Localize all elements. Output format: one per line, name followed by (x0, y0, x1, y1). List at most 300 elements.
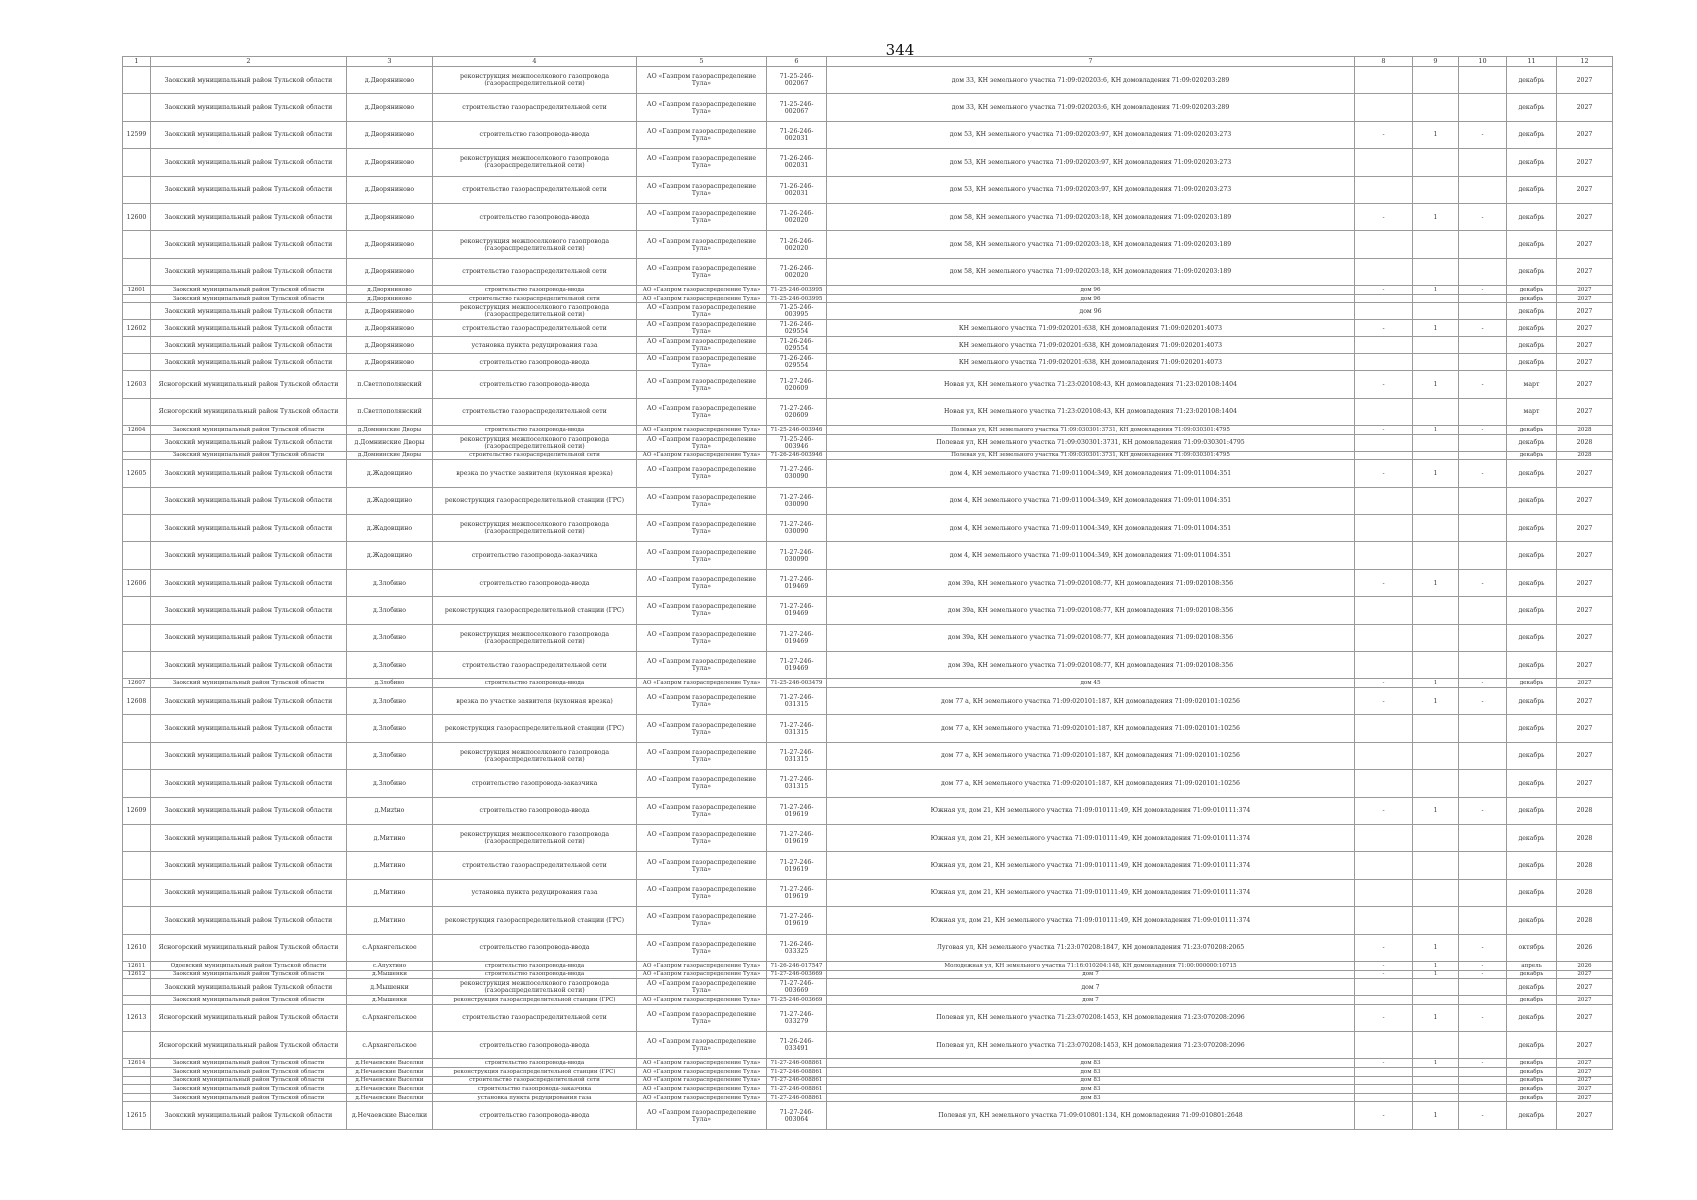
organization-cell: АО «Газпром газораспределение Тула» (637, 294, 767, 303)
organization-cell: АО «Газпром газораспределение Тула» (637, 569, 767, 596)
address-cell: дом 58, КН земельного участка 71:09:020203:18, КН домовладения 71:09:020203:189 (827, 258, 1355, 285)
col8-cell (1355, 515, 1413, 542)
row-number: 12611 (123, 961, 151, 970)
registration-number-cell: 71-27-246-031315 (767, 742, 827, 769)
work-type-cell: врезка по участке заявителя (кухонная врезка) (433, 688, 637, 715)
col8-cell (1355, 337, 1413, 354)
year-cell: 2027 (1557, 1004, 1613, 1031)
work-type-cell: реконструкция межпоселкового газопровода (газораспределительной сети) (433, 67, 637, 94)
registration-number-cell: 71-27-246-030090 (767, 460, 827, 487)
organization-cell: АО «Газпром газораспределение Тула» (637, 303, 767, 320)
work-type-cell: реконструкция газораспределительной станции (ГРС) (433, 597, 637, 624)
settlement-cell: д.Митино (347, 852, 433, 879)
col10-cell (1459, 1032, 1507, 1059)
registration-number-cell: 71-25-246-003995 (767, 286, 827, 295)
row-number (123, 907, 151, 934)
table-row (123, 742, 1613, 769)
settlement-cell: д.Митино (347, 879, 433, 906)
address-cell: Полевая ул, КН земельного участка 71:23:070208:1453, КН домовладения 71:23:070208:2096 (827, 1004, 1355, 1031)
row-number: 12604 (123, 426, 151, 435)
address-cell: дом 96 (827, 294, 1355, 303)
table-row (123, 824, 1613, 851)
table-row (123, 879, 1613, 906)
settlement-cell: д.Дворяниново (347, 149, 433, 176)
col10-cell: - (1459, 569, 1507, 596)
count-cell (1413, 996, 1459, 1005)
table-row (123, 679, 1613, 688)
col10-cell (1459, 337, 1507, 354)
count-cell (1413, 354, 1459, 371)
row-number (123, 542, 151, 569)
registration-number-cell: 71-27-246-020609 (767, 398, 827, 425)
organization-cell: АО «Газпром газораспределение Тула» (637, 320, 767, 337)
count-cell (1413, 1032, 1459, 1059)
table-row (123, 337, 1613, 354)
col8-cell: - (1355, 121, 1413, 148)
year-cell: 2027 (1557, 715, 1613, 742)
table-row (123, 715, 1613, 742)
row-number: 12600 (123, 203, 151, 230)
count-cell: 1 (1413, 286, 1459, 295)
row-number (123, 94, 151, 121)
month-cell: декабрь (1507, 451, 1557, 460)
col8-cell (1355, 354, 1413, 371)
count-cell (1413, 1085, 1459, 1094)
year-cell: 2027 (1557, 67, 1613, 94)
organization-cell: АО «Газпром газораспределение Тула» (637, 1004, 767, 1031)
col8-cell (1355, 979, 1413, 996)
district-cell: Заокский муниципальный район Тульской области (151, 515, 347, 542)
year-cell: 2028 (1557, 434, 1613, 451)
count-cell: 1 (1413, 569, 1459, 596)
year-cell: 2027 (1557, 624, 1613, 651)
year-cell: 2027 (1557, 398, 1613, 425)
work-type-cell: врезка по участке заявителя (кухонная врезка) (433, 460, 637, 487)
month-cell: декабрь (1507, 426, 1557, 435)
year-cell: 2027 (1557, 652, 1613, 679)
month-cell: декабрь (1507, 1004, 1557, 1031)
col10-cell (1459, 824, 1507, 851)
row-number (123, 852, 151, 879)
year-cell: 2027 (1557, 258, 1613, 285)
organization-cell: АО «Газпром газораспределение Тула» (637, 398, 767, 425)
address-cell: дом 83 (827, 1059, 1355, 1068)
count-cell (1413, 824, 1459, 851)
address-cell: Южная ул, дом 21, КН земельного участка 71:09:010111:49, КН домовладения 71:09:010111:374 (827, 852, 1355, 879)
settlement-cell: д.Жадовщино (347, 487, 433, 514)
work-type-cell: реконструкция газораспределительной станции (ГРС) (433, 1068, 637, 1077)
registration-number-cell: 71-25-246-003946 (767, 434, 827, 451)
table-body (123, 67, 1613, 1130)
col8-cell (1355, 597, 1413, 624)
year-cell: 2028 (1557, 426, 1613, 435)
col8-cell (1355, 451, 1413, 460)
column-header-9: 9 (1413, 57, 1459, 67)
row-number: 12614 (123, 1059, 151, 1068)
address-cell: дом 83 (827, 1085, 1355, 1094)
address-cell: Полевая ул, КН земельного участка 71:09:030301:3731, КН домовладения 71:09:030301:4795 (827, 451, 1355, 460)
row-number (123, 515, 151, 542)
col8-cell: - (1355, 286, 1413, 295)
count-cell (1413, 979, 1459, 996)
count-cell: 1 (1413, 961, 1459, 970)
year-cell: 2027 (1557, 203, 1613, 230)
registration-number-cell: 71-26-246-017547 (767, 961, 827, 970)
year-cell: 2027 (1557, 1076, 1613, 1085)
registration-number-cell: 71-27-246-030090 (767, 542, 827, 569)
col10-cell: - (1459, 970, 1507, 979)
col8-cell: - (1355, 688, 1413, 715)
year-cell: 2027 (1557, 337, 1613, 354)
address-cell: дом 83 (827, 1068, 1355, 1077)
work-type-cell: строительство газопровода-ввода (433, 970, 637, 979)
work-type-cell: строительство газопровода-заказчика (433, 770, 637, 797)
month-cell: декабрь (1507, 67, 1557, 94)
address-cell: дом 53, КН земельного участка 71:09:020203:97, КН домовладения 71:09:020203:273 (827, 176, 1355, 203)
count-cell (1413, 1076, 1459, 1085)
col8-cell (1355, 303, 1413, 320)
work-type-cell: строительство газопровода-ввода (433, 354, 637, 371)
district-cell: Заокский муниципальный район Тульской области (151, 542, 347, 569)
count-cell (1413, 176, 1459, 203)
organization-cell: АО «Газпром газораспределение Тула» (637, 715, 767, 742)
organization-cell: АО «Газпром газораспределение Тула» (637, 879, 767, 906)
col10-cell (1459, 624, 1507, 651)
address-cell: дом 33, КН земельного участка 71:09:020203:6, КН домовладения 71:09:020203:289 (827, 94, 1355, 121)
count-cell: 1 (1413, 121, 1459, 148)
registration-number-cell: 71-26-246-033491 (767, 1032, 827, 1059)
table-row (123, 149, 1613, 176)
row-number: 12607 (123, 679, 151, 688)
district-cell: Заокский муниципальный район Тульской области (151, 67, 347, 94)
registration-number-cell: 71-27-246-033279 (767, 1004, 827, 1031)
column-header-11: 11 (1507, 57, 1557, 67)
year-cell: 2027 (1557, 679, 1613, 688)
registration-number-cell: 71-27-246-031315 (767, 770, 827, 797)
col10-cell: - (1459, 961, 1507, 970)
month-cell: декабрь (1507, 515, 1557, 542)
address-cell: дом 39а, КН земельного участка 71:09:020108:77, КН домовладения 71:09:020108:356 (827, 569, 1355, 596)
col10-cell (1459, 1085, 1507, 1094)
address-cell: Луговая ул, КН земельного участка 71:23:070208:1847, КН домовладения 71:23:070208:2065 (827, 934, 1355, 961)
settlement-cell: д.Нечаевские Выселки (347, 1059, 433, 1068)
col10-cell: - (1459, 797, 1507, 824)
row-number: 12608 (123, 688, 151, 715)
address-cell: дом 7 (827, 979, 1355, 996)
month-cell: декабрь (1507, 542, 1557, 569)
district-cell: Заокский муниципальный район Тульской области (151, 149, 347, 176)
settlement-cell: д.Злобино (347, 688, 433, 715)
organization-cell: АО «Газпром газораспределение Тула» (637, 979, 767, 996)
count-cell (1413, 1093, 1459, 1102)
count-cell (1413, 907, 1459, 934)
organization-cell: АО «Газпром газораспределение Тула» (637, 934, 767, 961)
col10-cell: - (1459, 121, 1507, 148)
row-number (123, 303, 151, 320)
col8-cell (1355, 907, 1413, 934)
table-row (123, 320, 1613, 337)
row-number: 12605 (123, 460, 151, 487)
work-type-cell: реконструкция межпоселкового газопровода (газораспределительной сети) (433, 231, 637, 258)
registration-number-cell: 71-27-246-003669 (767, 979, 827, 996)
table-row (123, 451, 1613, 460)
address-cell: дом 77 а, КН земельного участка 71:09:020101:187, КН домовладения 71:09:020101:10256 (827, 715, 1355, 742)
col8-cell (1355, 879, 1413, 906)
count-cell: 1 (1413, 1059, 1459, 1068)
table-row (123, 970, 1613, 979)
address-cell: дом 77 а, КН земельного участка 71:09:020101:187, КН домовладения 71:09:020101:10256 (827, 688, 1355, 715)
year-cell: 2028 (1557, 852, 1613, 879)
work-type-cell: строительство газораспределительной сети (433, 176, 637, 203)
work-type-cell: строительство газопровода-ввода (433, 797, 637, 824)
organization-cell: АО «Газпром газораспределение Тула» (637, 542, 767, 569)
work-type-cell: строительство газопровода-ввода (433, 961, 637, 970)
work-type-cell: строительство газопровода-ввода (433, 1032, 637, 1059)
work-type-cell: строительство газопровода-заказчика (433, 1085, 637, 1094)
table-row (123, 542, 1613, 569)
district-cell: Заокский муниципальный район Тульской области (151, 426, 347, 435)
registration-number-cell: 71-25-246-002067 (767, 94, 827, 121)
settlement-cell: д.Дворяниново (347, 320, 433, 337)
district-cell: Одоевский муниципальный район Тульской области (151, 961, 347, 970)
col10-cell (1459, 879, 1507, 906)
table-row (123, 176, 1613, 203)
table-row (123, 597, 1613, 624)
row-number (123, 979, 151, 996)
row-number (123, 451, 151, 460)
year-cell: 2027 (1557, 121, 1613, 148)
col10-cell (1459, 652, 1507, 679)
count-cell (1413, 337, 1459, 354)
col10-cell (1459, 434, 1507, 451)
district-cell: Заокский муниципальный район Тульской области (151, 294, 347, 303)
col10-cell: - (1459, 426, 1507, 435)
col8-cell (1355, 770, 1413, 797)
column-header-10: 10 (1459, 57, 1507, 67)
month-cell: декабрь (1507, 742, 1557, 769)
work-type-cell: реконструкция межпоселкового газопровода (газораспределительной сети) (433, 515, 637, 542)
address-cell: дом 45 (827, 679, 1355, 688)
settlement-cell: д.Нечаевские Выселки (347, 1076, 433, 1085)
address-cell: Полевая ул, КН земельного участка 71:23:070208:1453, КН домовладения 71:23:070208:2096 (827, 1032, 1355, 1059)
month-cell: декабрь (1507, 852, 1557, 879)
work-type-cell: строительство газопровода-ввода (433, 1059, 637, 1068)
col8-cell: - (1355, 1102, 1413, 1129)
year-cell: 2027 (1557, 970, 1613, 979)
col8-cell: - (1355, 460, 1413, 487)
registration-number-cell: 71-27-246-019469 (767, 597, 827, 624)
registration-number-cell: 71-26-246-033325 (767, 934, 827, 961)
col8-cell (1355, 1076, 1413, 1085)
count-cell: 1 (1413, 934, 1459, 961)
organization-cell: АО «Газпром газораспределение Тула» (637, 996, 767, 1005)
district-cell: Заокский муниципальный район Тульской области (151, 176, 347, 203)
organization-cell: АО «Газпром газораспределение Тула» (637, 679, 767, 688)
work-type-cell: реконструкция межпоселкового газопровода (газораспределительной сети) (433, 979, 637, 996)
count-cell (1413, 770, 1459, 797)
district-cell: Заокский муниципальный район Тульской области (151, 286, 347, 295)
district-cell: Заокский муниципальный район Тульской области (151, 460, 347, 487)
table-row (123, 121, 1613, 148)
registration-number-cell: 71-26-246-003946 (767, 451, 827, 460)
count-cell (1413, 231, 1459, 258)
settlement-cell: д.Мышенки (347, 970, 433, 979)
table-row (123, 1004, 1613, 1031)
work-type-cell: строительство газопровода-ввода (433, 286, 637, 295)
col10-cell (1459, 176, 1507, 203)
col8-cell (1355, 258, 1413, 285)
year-cell: 2028 (1557, 797, 1613, 824)
row-number (123, 398, 151, 425)
year-cell: 2027 (1557, 569, 1613, 596)
organization-cell: АО «Газпром газораспределение Тула» (637, 451, 767, 460)
table-row (123, 434, 1613, 451)
column-header-5: 5 (637, 57, 767, 67)
count-cell: 1 (1413, 320, 1459, 337)
register-table (122, 56, 1613, 1130)
col10-cell (1459, 852, 1507, 879)
table-row (123, 94, 1613, 121)
col10-cell: - (1459, 679, 1507, 688)
district-cell: Ясногорский муниципальный район Тульской области (151, 371, 347, 398)
settlement-cell: д.Миztно (347, 797, 433, 824)
year-cell: 2027 (1557, 320, 1613, 337)
column-header-8: 8 (1355, 57, 1413, 67)
organization-cell: АО «Газпром газораспределение Тула» (637, 797, 767, 824)
col10-cell (1459, 258, 1507, 285)
year-cell: 2026 (1557, 961, 1613, 970)
col8-cell (1355, 1068, 1413, 1077)
month-cell: декабрь (1507, 688, 1557, 715)
district-cell: Заокский муниципальный район Тульской области (151, 434, 347, 451)
table-row (123, 303, 1613, 320)
organization-cell: АО «Газпром газораспределение Тула» (637, 286, 767, 295)
district-cell: Заокский муниципальный район Тульской области (151, 354, 347, 371)
count-cell: 1 (1413, 371, 1459, 398)
work-type-cell: реконструкция межпоселкового газопровода (газораспределительной сети) (433, 742, 637, 769)
address-cell: дом 4, КН земельного участка 71:09:011004:349, КН домовладения 71:09:011004:351 (827, 487, 1355, 514)
registration-number-cell: 71-27-246-003669 (767, 970, 827, 979)
count-cell (1413, 852, 1459, 879)
address-cell: дом 83 (827, 1076, 1355, 1085)
col8-cell (1355, 1032, 1413, 1059)
organization-cell: АО «Газпром газораспределение Тула» (637, 1102, 767, 1129)
settlement-cell: д.Злобино (347, 652, 433, 679)
col10-cell (1459, 515, 1507, 542)
registration-number-cell: 71-26-246-002020 (767, 258, 827, 285)
district-cell: Заокский муниципальный район Тульской области (151, 624, 347, 651)
registration-number-cell: 71-26-246-002020 (767, 231, 827, 258)
district-cell: Заокский муниципальный район Тульской области (151, 203, 347, 230)
address-cell: Полевая ул, КН земельного участка 71:09:030301:3731, КН домовладения 71:09:030301:4795 (827, 426, 1355, 435)
col10-cell (1459, 597, 1507, 624)
organization-cell: АО «Газпром газораспределение Тула» (637, 824, 767, 851)
col8-cell (1355, 94, 1413, 121)
col10-cell (1459, 979, 1507, 996)
settlement-cell: д.Мышенки (347, 979, 433, 996)
col10-cell (1459, 487, 1507, 514)
address-cell: дом 39а, КН земельного участка 71:09:020108:77, КН домовладения 71:09:020108:356 (827, 597, 1355, 624)
year-cell: 2027 (1557, 94, 1613, 121)
work-type-cell: строительство газораспределительной сети (433, 398, 637, 425)
year-cell: 2027 (1557, 371, 1613, 398)
month-cell: декабрь (1507, 487, 1557, 514)
settlement-cell: д.Мышенки (347, 996, 433, 1005)
count-cell: 1 (1413, 426, 1459, 435)
address-cell: дом 83 (827, 1093, 1355, 1102)
column-header-6: 6 (767, 57, 827, 67)
row-number (123, 824, 151, 851)
settlement-cell: с.Архангельское (347, 934, 433, 961)
row-number (123, 337, 151, 354)
col8-cell (1355, 398, 1413, 425)
work-type-cell: строительство газопровода-ввода (433, 934, 637, 961)
col8-cell (1355, 996, 1413, 1005)
month-cell: апрель (1507, 961, 1557, 970)
address-cell: дом 96 (827, 286, 1355, 295)
district-cell: Заокский муниципальный район Тульской области (151, 824, 347, 851)
month-cell: декабрь (1507, 569, 1557, 596)
year-cell: 2027 (1557, 149, 1613, 176)
col8-cell (1355, 652, 1413, 679)
settlement-cell: д.Домнинские Дворы (347, 451, 433, 460)
col8-cell: - (1355, 203, 1413, 230)
year-cell: 2027 (1557, 460, 1613, 487)
table-row (123, 294, 1613, 303)
year-cell: 2027 (1557, 515, 1613, 542)
col8-cell: - (1355, 679, 1413, 688)
address-cell: дом 7 (827, 996, 1355, 1005)
district-cell: Заокский муниципальный район Тульской области (151, 970, 347, 979)
registration-number-cell: 71-26-246-002020 (767, 203, 827, 230)
work-type-cell: строительство газопровода-ввода (433, 569, 637, 596)
col8-cell: - (1355, 934, 1413, 961)
count-cell (1413, 398, 1459, 425)
registration-number-cell: 71-27-246-019619 (767, 879, 827, 906)
col10-cell (1459, 715, 1507, 742)
work-type-cell: реконструкция межпоселкового газопровода (газораспределительной сети) (433, 624, 637, 651)
organization-cell: АО «Газпром газораспределение Тула» (637, 1068, 767, 1077)
registration-number-cell: 71-26-246-029554 (767, 320, 827, 337)
registration-number-cell: 71-25-246-003479 (767, 679, 827, 688)
settlement-cell: д.Дворяниново (347, 294, 433, 303)
year-cell: 2028 (1557, 907, 1613, 934)
address-cell: Новая ул, КН земельного участка 71:23:020108:43, КН домовладения 71:23:020108:1404 (827, 398, 1355, 425)
table-row (123, 1032, 1613, 1059)
count-cell (1413, 303, 1459, 320)
organization-cell: АО «Газпром газораспределение Тула» (637, 1085, 767, 1094)
address-cell: дом 4, КН земельного участка 71:09:011004:349, КН домовладения 71:09:011004:351 (827, 542, 1355, 569)
col8-cell: - (1355, 1059, 1413, 1068)
registration-number-cell: 71-26-246-029554 (767, 337, 827, 354)
count-cell (1413, 94, 1459, 121)
registration-number-cell: 71-27-246-031315 (767, 715, 827, 742)
col10-cell: - (1459, 371, 1507, 398)
column-header-12: 12 (1557, 57, 1613, 67)
row-number: 12612 (123, 970, 151, 979)
month-cell: декабрь (1507, 1085, 1557, 1094)
district-cell: Заокский муниципальный район Тульской области (151, 451, 347, 460)
count-cell: 1 (1413, 203, 1459, 230)
registration-number-cell: 71-27-246-019469 (767, 569, 827, 596)
col8-cell: - (1355, 1004, 1413, 1031)
column-header-1: 1 (123, 57, 151, 67)
address-cell: дом 96 (827, 303, 1355, 320)
settlement-cell: д.Дворяниново (347, 337, 433, 354)
col8-cell (1355, 824, 1413, 851)
registration-number-cell: 71-25-246-002067 (767, 67, 827, 94)
year-cell: 2027 (1557, 742, 1613, 769)
